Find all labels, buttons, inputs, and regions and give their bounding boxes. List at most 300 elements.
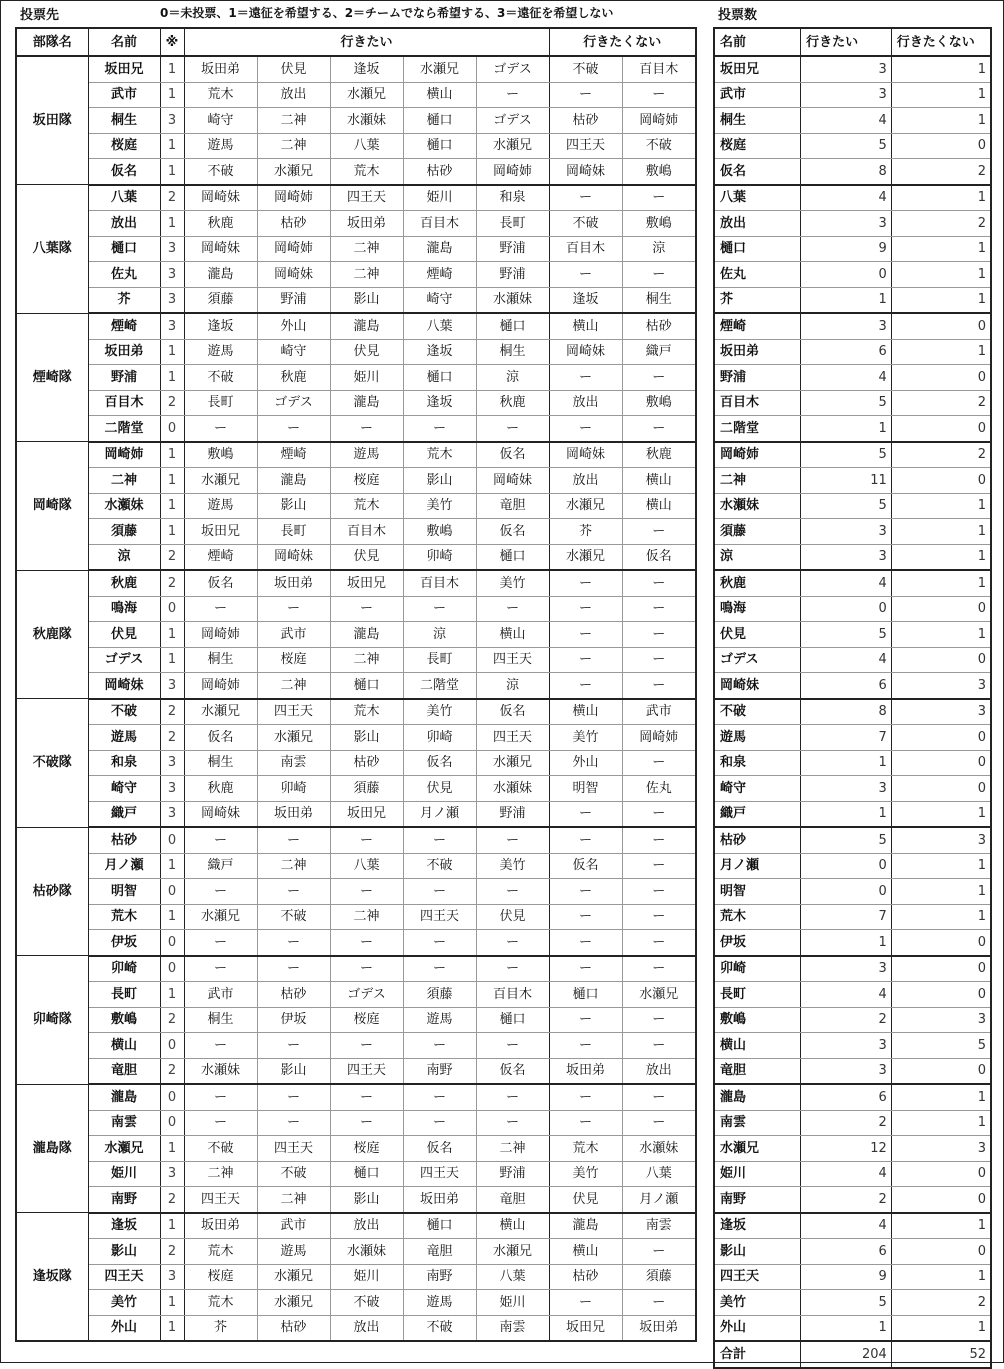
not-want-vote: 坂田弟	[549, 1058, 622, 1084]
count-row	[714, 236, 991, 262]
want-count: 5	[801, 493, 892, 519]
want-vote: 織戸	[184, 853, 257, 879]
want-vote: 遊馬	[403, 1290, 476, 1316]
want-vote: 瀧島	[257, 468, 330, 494]
not-want-count: 3	[891, 673, 991, 699]
want-count: 3	[801, 1033, 892, 1059]
want-count: 4	[801, 365, 892, 391]
want-vote: 荒木	[330, 493, 403, 519]
preference-code: 1	[160, 1290, 184, 1316]
member-name: 明智	[88, 879, 160, 905]
not-want-vote: 敷嶋	[622, 390, 696, 416]
member-name: 荒木	[88, 904, 160, 930]
want-vote: 四王天	[257, 699, 330, 725]
preference-code: 2	[160, 1058, 184, 1084]
want-vote: ー	[184, 1084, 257, 1110]
member-row	[16, 776, 696, 802]
not-want-count: 5	[891, 1033, 991, 1059]
want-vote: 伏見	[330, 339, 403, 365]
member-row	[16, 1058, 696, 1084]
member-row	[16, 442, 696, 468]
not-want-vote: 放出	[622, 1058, 696, 1084]
want-vote: 岡崎妹	[476, 468, 549, 494]
want-vote: ー	[257, 956, 330, 982]
want-vote: ー	[184, 930, 257, 956]
want-vote: 水瀬妹	[184, 1058, 257, 1084]
want-vote: 長町	[476, 211, 549, 237]
want-vote: ー	[330, 956, 403, 982]
want-vote: 二神	[257, 133, 330, 159]
want-vote: 敷嶋	[184, 442, 257, 468]
count-name: 佐丸	[714, 262, 801, 288]
want-vote: 水瀬兄	[476, 133, 549, 159]
want-count: 9	[801, 236, 892, 262]
member-name: 樋口	[88, 236, 160, 262]
not-want-count: 1	[891, 339, 991, 365]
want-vote: 仮名	[403, 1136, 476, 1162]
not-want-vote: ー	[622, 1290, 696, 1316]
count-name: 岡崎妹	[714, 673, 801, 699]
not-want-count: 1	[891, 622, 991, 648]
member-name: 織戸	[88, 801, 160, 827]
want-vote: 長町	[184, 390, 257, 416]
member-row	[16, 827, 696, 853]
count-name: 南野	[714, 1187, 801, 1213]
want-vote: 樋口	[330, 1161, 403, 1187]
not-want-vote: ー	[549, 82, 622, 108]
section-title-votes: 投票先	[20, 8, 60, 23]
not-want-count: 2	[891, 1290, 991, 1316]
not-want-vote: ー	[622, 1033, 696, 1059]
want-count: 8	[801, 159, 892, 185]
not-want-vote: 敷嶋	[622, 159, 696, 185]
count-name: 須藤	[714, 519, 801, 545]
not-want-vote: ー	[622, 930, 696, 956]
want-vote: 岡崎妹	[184, 236, 257, 262]
not-want-count: 0	[891, 133, 991, 159]
not-want-vote: ー	[622, 1110, 696, 1136]
want-vote: ー	[330, 879, 403, 905]
want-vote: 不破	[184, 159, 257, 185]
count-row	[714, 930, 991, 956]
member-row	[16, 570, 696, 596]
want-vote: ー	[257, 1033, 330, 1059]
preference-code: 3	[160, 776, 184, 802]
preference-code: 2	[160, 1239, 184, 1265]
want-vote: 南野	[403, 1058, 476, 1084]
member-row	[16, 1033, 696, 1059]
member-row	[16, 390, 696, 416]
want-vote: ゴデス	[257, 390, 330, 416]
preference-code: 3	[160, 108, 184, 134]
member-row	[16, 313, 696, 339]
want-vote: 水瀬妹	[476, 287, 549, 313]
not-want-vote: ー	[549, 1084, 622, 1110]
member-row	[16, 1213, 696, 1239]
preference-code: 3	[160, 287, 184, 313]
preference-code: 1	[160, 159, 184, 185]
not-want-vote: 枯砂	[549, 108, 622, 134]
want-count: 4	[801, 185, 892, 211]
count-row	[714, 879, 991, 905]
not-want-count: 2	[891, 211, 991, 237]
count-row	[714, 801, 991, 827]
not-want-vote: ー	[622, 82, 696, 108]
member-name: 秋鹿	[88, 570, 160, 596]
count-name: 四王天	[714, 1264, 801, 1290]
want-vote: 仮名	[476, 1058, 549, 1084]
total-label: 合計	[714, 1341, 801, 1368]
header-not-want: 行きたくない	[549, 28, 696, 56]
member-name: 崎守	[88, 776, 160, 802]
header-want: 行きたい	[184, 28, 549, 56]
count-name: 瀧島	[714, 1084, 801, 1110]
want-vote: 坂田兄	[184, 519, 257, 545]
count-row	[714, 519, 991, 545]
member-row	[16, 468, 696, 494]
not-want-vote: ー	[549, 1290, 622, 1316]
not-want-vote: ー	[622, 673, 696, 699]
want-vote: 伏見	[476, 904, 549, 930]
want-vote: ー	[476, 596, 549, 622]
member-name: 伊坂	[88, 930, 160, 956]
count-name: 竜胆	[714, 1058, 801, 1084]
member-name: 桜庭	[88, 133, 160, 159]
want-vote: 瀧島	[403, 236, 476, 262]
not-want-count: 1	[891, 1084, 991, 1110]
team-name: 瀧島隊	[16, 1084, 88, 1213]
not-want-vote: ー	[549, 262, 622, 288]
want-vote: 遊馬	[330, 442, 403, 468]
count-row	[714, 827, 991, 853]
count-name: 明智	[714, 879, 801, 905]
member-row	[16, 544, 696, 570]
want-vote: 美竹	[476, 570, 549, 596]
member-name: 遊馬	[88, 725, 160, 751]
preference-code: 0	[160, 1110, 184, 1136]
count-name: 野浦	[714, 365, 801, 391]
not-want-vote: ー	[622, 1007, 696, 1033]
preference-code: 2	[160, 725, 184, 751]
not-want-vote: ー	[549, 185, 622, 211]
not-want-count: 0	[891, 596, 991, 622]
want-vote: ー	[476, 1084, 549, 1110]
preference-code: 1	[160, 339, 184, 365]
want-vote: 桜庭	[257, 647, 330, 673]
count-row	[714, 56, 991, 82]
want-vote: 樋口	[403, 1213, 476, 1239]
want-vote: ー	[257, 827, 330, 853]
want-vote: 影山	[403, 468, 476, 494]
want-vote: 坂田弟	[184, 1213, 257, 1239]
want-count: 3	[801, 56, 892, 82]
want-vote: ー	[257, 416, 330, 442]
not-want-vote: 逢坂	[549, 287, 622, 313]
count-name: 二階堂	[714, 416, 801, 442]
want-vote: 須藤	[184, 287, 257, 313]
not-want-count: 3	[891, 1136, 991, 1162]
count-table	[713, 27, 992, 1369]
want-vote: 敷嶋	[403, 519, 476, 545]
not-want-vote: ー	[549, 801, 622, 827]
not-want-vote: 水瀬妹	[622, 1136, 696, 1162]
preference-code: 2	[160, 544, 184, 570]
want-vote: 秋鹿	[184, 211, 257, 237]
want-vote: 水瀬兄	[257, 1290, 330, 1316]
want-vote: 水瀬妹	[330, 108, 403, 134]
count-row	[714, 1213, 991, 1239]
not-want-count: 0	[891, 416, 991, 442]
want-vote: 二神	[476, 1136, 549, 1162]
count-row	[714, 956, 991, 982]
not-want-vote: 不破	[549, 56, 622, 82]
want-vote: ー	[476, 1110, 549, 1136]
want-vote: ー	[403, 930, 476, 956]
preference-code: 1	[160, 493, 184, 519]
want-count: 2	[801, 1110, 892, 1136]
not-want-count: 1	[891, 519, 991, 545]
not-want-count: 2	[891, 442, 991, 468]
not-want-vote: ー	[549, 570, 622, 596]
want-vote: 竜胆	[403, 1239, 476, 1265]
want-vote: 美竹	[403, 699, 476, 725]
count-row	[714, 673, 991, 699]
member-row	[16, 262, 696, 288]
preference-code: 2	[160, 1007, 184, 1033]
want-vote: 百目木	[476, 982, 549, 1008]
count-row	[714, 982, 991, 1008]
want-vote: ー	[403, 879, 476, 905]
want-vote: 水瀬兄	[184, 699, 257, 725]
want-vote: 仮名	[184, 725, 257, 751]
count-name: 放出	[714, 211, 801, 237]
want-vote: 二神	[257, 673, 330, 699]
not-want-vote: 枯砂	[622, 313, 696, 339]
count-name: 桜庭	[714, 133, 801, 159]
want-vote: ー	[330, 416, 403, 442]
not-want-count: 1	[891, 1110, 991, 1136]
preference-code: 1	[160, 982, 184, 1008]
not-want-vote: 仮名	[622, 544, 696, 570]
want-vote: 卯崎	[257, 776, 330, 802]
preference-code: 3	[160, 262, 184, 288]
count-name: 美竹	[714, 1290, 801, 1316]
member-name: 敷嶋	[88, 1007, 160, 1033]
member-name: 南雲	[88, 1110, 160, 1136]
want-vote: 岡崎妹	[184, 801, 257, 827]
team-name: 逢坂隊	[16, 1213, 88, 1342]
want-vote: 竜胆	[476, 1187, 549, 1213]
want-count: 5	[801, 133, 892, 159]
want-vote: 百目木	[403, 211, 476, 237]
preference-code: 0	[160, 930, 184, 956]
not-want-vote: ー	[549, 596, 622, 622]
not-want-count: 1	[891, 1315, 991, 1341]
want-count: 7	[801, 725, 892, 751]
not-want-count: 0	[891, 365, 991, 391]
not-want-count: 0	[891, 776, 991, 802]
not-want-count: 1	[891, 544, 991, 570]
count-row	[714, 1315, 991, 1341]
member-row	[16, 339, 696, 365]
count-name: 南雲	[714, 1110, 801, 1136]
want-vote: 八葉	[403, 313, 476, 339]
not-want-vote: ー	[622, 750, 696, 776]
preference-code: 1	[160, 904, 184, 930]
not-want-vote: 佐丸	[622, 776, 696, 802]
want-count: 1	[801, 930, 892, 956]
want-vote: 枯砂	[257, 211, 330, 237]
want-vote: ー	[330, 596, 403, 622]
not-want-vote: 水瀬兄	[549, 544, 622, 570]
member-name: 和泉	[88, 750, 160, 776]
count-name: 水瀬妹	[714, 493, 801, 519]
count-row	[714, 776, 991, 802]
want-vote: 瀧島	[330, 313, 403, 339]
want-count: 0	[801, 596, 892, 622]
count-row	[714, 185, 991, 211]
want-vote: 坂田弟	[184, 56, 257, 82]
not-want-vote: 涼	[622, 236, 696, 262]
count-row	[714, 442, 991, 468]
count-row	[714, 1187, 991, 1213]
count-name: 外山	[714, 1315, 801, 1341]
want-vote: 四王天	[184, 1187, 257, 1213]
want-count: 5	[801, 390, 892, 416]
preference-code: 0	[160, 416, 184, 442]
count-name: 姫川	[714, 1161, 801, 1187]
count-name: 秋鹿	[714, 570, 801, 596]
want-vote: 樋口	[403, 365, 476, 391]
preference-code: 0	[160, 956, 184, 982]
want-vote: 枯砂	[257, 982, 330, 1008]
not-want-count: 1	[891, 236, 991, 262]
count-name: 百目木	[714, 390, 801, 416]
preference-code: 3	[160, 750, 184, 776]
want-vote: 須藤	[330, 776, 403, 802]
member-name: 鳴海	[88, 596, 160, 622]
member-name: 桐生	[88, 108, 160, 134]
not-want-vote: ー	[549, 1007, 622, 1033]
not-want-vote: 秋鹿	[622, 442, 696, 468]
count-name: 桐生	[714, 108, 801, 134]
count-name: 長町	[714, 982, 801, 1008]
want-vote: 影山	[257, 1058, 330, 1084]
want-vote: 涼	[403, 622, 476, 648]
not-want-vote: ー	[549, 904, 622, 930]
want-vote: 桜庭	[330, 468, 403, 494]
not-want-vote: 四王天	[549, 133, 622, 159]
not-want-count: 1	[891, 185, 991, 211]
member-row	[16, 1315, 696, 1341]
not-want-vote: 放出	[549, 468, 622, 494]
want-count: 11	[801, 468, 892, 494]
want-vote: 瀧島	[184, 262, 257, 288]
total-want: 204	[801, 1341, 892, 1368]
count-table-header	[714, 28, 991, 56]
member-name: 二神	[88, 468, 160, 494]
member-name: 坂田兄	[88, 56, 160, 82]
not-want-vote: 百目木	[549, 236, 622, 262]
want-vote: ー	[330, 1110, 403, 1136]
not-want-count: 2	[891, 390, 991, 416]
want-vote: 遊馬	[403, 1007, 476, 1033]
want-count: 6	[801, 673, 892, 699]
team-name: 煙崎隊	[16, 313, 88, 442]
member-name: 逢坂	[88, 1213, 160, 1239]
want-vote: 伏見	[330, 544, 403, 570]
want-vote: 水瀬兄	[476, 1239, 549, 1265]
not-want-vote: 放出	[549, 390, 622, 416]
member-row	[16, 596, 696, 622]
want-vote: ー	[403, 1033, 476, 1059]
member-name: 横山	[88, 1033, 160, 1059]
want-vote: 坂田兄	[330, 570, 403, 596]
member-name: 影山	[88, 1239, 160, 1265]
want-vote: 岡崎姉	[257, 185, 330, 211]
not-want-count: 1	[891, 493, 991, 519]
want-vote: 水瀬兄	[257, 725, 330, 751]
count-name: 逢坂	[714, 1213, 801, 1239]
not-want-vote: 芥	[549, 519, 622, 545]
team-name: 枯砂隊	[16, 827, 88, 956]
want-vote: 岡崎姉	[257, 236, 330, 262]
member-name: 武市	[88, 82, 160, 108]
not-want-vote: ー	[622, 185, 696, 211]
want-count: 3	[801, 956, 892, 982]
count-row	[714, 570, 991, 596]
member-row	[16, 1239, 696, 1265]
not-want-vote: 横山	[622, 468, 696, 494]
want-vote: 影山	[330, 287, 403, 313]
count-row	[714, 1290, 991, 1316]
not-want-count: 1	[891, 853, 991, 879]
want-vote: 煙崎	[403, 262, 476, 288]
want-vote: 荒木	[330, 159, 403, 185]
want-vote: 樋口	[403, 108, 476, 134]
not-want-vote: 明智	[549, 776, 622, 802]
want-vote: 遊馬	[184, 493, 257, 519]
member-name: 美竹	[88, 1290, 160, 1316]
want-vote: 仮名	[476, 699, 549, 725]
want-vote: 岡崎妹	[257, 262, 330, 288]
want-vote: 秋鹿	[257, 365, 330, 391]
not-want-count: 0	[891, 930, 991, 956]
want-vote: 四王天	[330, 185, 403, 211]
not-want-vote: ー	[622, 570, 696, 596]
not-want-count: 3	[891, 827, 991, 853]
want-vote: ー	[403, 1084, 476, 1110]
not-want-vote: ー	[622, 904, 696, 930]
want-vote: 四王天	[476, 725, 549, 751]
not-want-vote: ー	[549, 827, 622, 853]
legend-note: 0＝未投票、1＝遠征を希望する、2＝チームでなら希望する、3＝遠征を希望しない	[160, 6, 614, 20]
not-want-count: 3	[891, 1007, 991, 1033]
want-vote: 樋口	[330, 673, 403, 699]
want-vote: 桜庭	[330, 1136, 403, 1162]
preference-code: 1	[160, 211, 184, 237]
count-row	[714, 1007, 991, 1033]
want-count: 5	[801, 1290, 892, 1316]
want-vote: ー	[403, 1110, 476, 1136]
not-want-vote: ー	[549, 647, 622, 673]
want-vote: 野浦	[476, 236, 549, 262]
count-name: 坂田弟	[714, 339, 801, 365]
count-name: 鳴海	[714, 596, 801, 622]
want-vote: 南雲	[257, 750, 330, 776]
count-row	[714, 1264, 991, 1290]
not-want-vote: 不破	[549, 211, 622, 237]
